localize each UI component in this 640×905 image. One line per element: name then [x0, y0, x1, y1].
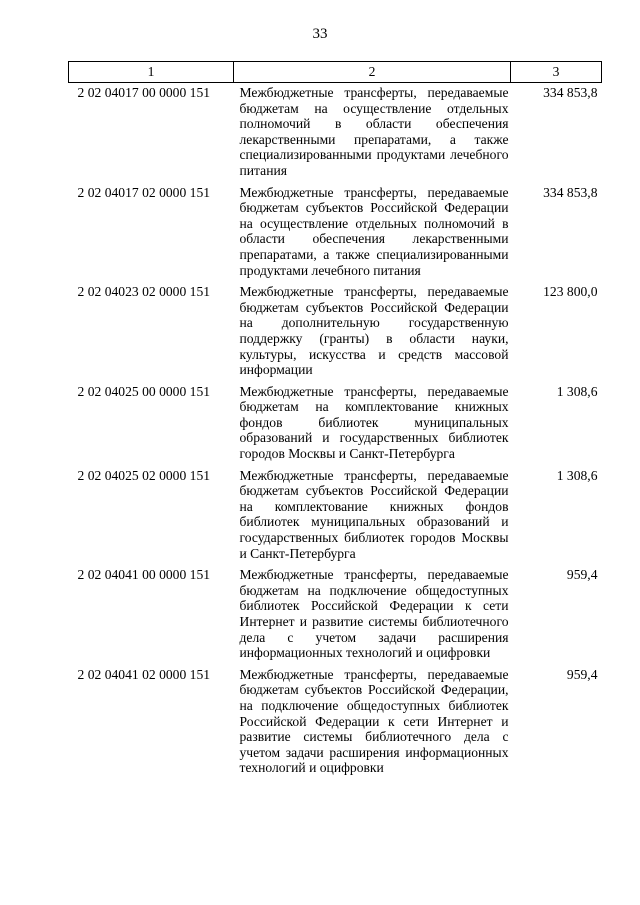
row-description: Межбюджетные трансферты, передаваемые бюджетам на комплектование книжных фондов библиотек муниципальных образований и государственных библиотек городов Москвы и Санкт-Петербурга	[239, 383, 509, 462]
row-description: Межбюджетные трансферты, передаваемые бюджетам субъектов Российской Федерации на осуществление отдельных полномочий в области обеспечения лекарственными препаратами, а также специализированными продуктами лечебного питания	[239, 184, 509, 278]
row-amount: 959,4	[566, 567, 598, 583]
table-row	[69, 565, 602, 665]
column-header-description: 2	[234, 62, 511, 83]
table-row	[69, 665, 602, 780]
column-header-amount: 3	[511, 62, 602, 83]
row-description: Межбюджетные трансферты, передаваемые бюджетам субъектов Российской Федерации на дополнительную государственную поддержку (гранты) в области науки, культуры, искусства и средств массовой информации	[239, 284, 509, 378]
budget-code: 2 02 04041 02 0000 151	[77, 666, 211, 682]
table-row	[69, 382, 602, 466]
row-amount: 959,4	[566, 666, 598, 682]
table-header-row	[69, 62, 602, 83]
budget-code: 2 02 04025 00 0000 151	[77, 383, 211, 399]
column-header-code: 1	[69, 62, 234, 83]
page-number: 33	[312, 26, 328, 42]
budget-code: 2 02 04017 02 0000 151	[77, 184, 211, 200]
table-row	[69, 183, 602, 283]
row-amount: 1 308,6	[556, 383, 598, 399]
row-description: Межбюджетные трансферты, передаваемые бюджетам субъектов Российской Федерации на комплектование книжных фондов библиотек муниципальных образований и государственных библиотек городов Москвы и Санкт-Петербурга	[239, 467, 509, 561]
table-row	[69, 282, 602, 382]
row-amount: 334 853,8	[543, 184, 598, 200]
row-description: Межбюджетные трансферты, передаваемые бюджетам на осуществление отдельных полномочий в области обеспечения лекарственными препаратами, а также специализированными продуктами лечебного питания	[239, 85, 509, 178]
row-description: Межбюджетные трансферты, передаваемые бюджетам субъектов Российской Федерации, на подключение общедоступных библиотек Российской Федерации к сети Интернет и развитие системы библиотечного дела с учетом задачи расширения информационных технологий и оцифровки	[239, 666, 509, 776]
budget-code: 2 02 04017 00 0000 151	[77, 85, 211, 100]
table-row	[69, 466, 602, 566]
row-amount: 1 308,6	[556, 467, 598, 483]
budget-code: 2 02 04041 00 0000 151	[77, 567, 211, 583]
row-description: Межбюджетные трансферты, передаваемые бюджетам на подключение общедоступных библиотек Российской Федерации к сети Интернет и развитие системы библиотечного дела с учетом задачи расширения информационных технологий и оцифровки	[239, 567, 509, 661]
row-amount: 334 853,8	[543, 85, 598, 100]
budget-code: 2 02 04023 02 0000 151	[77, 284, 211, 300]
table-row	[69, 83, 602, 183]
budget-classification-table	[68, 61, 602, 780]
row-amount: 123 800,0	[543, 284, 598, 300]
budget-code: 2 02 04025 02 0000 151	[77, 467, 211, 483]
